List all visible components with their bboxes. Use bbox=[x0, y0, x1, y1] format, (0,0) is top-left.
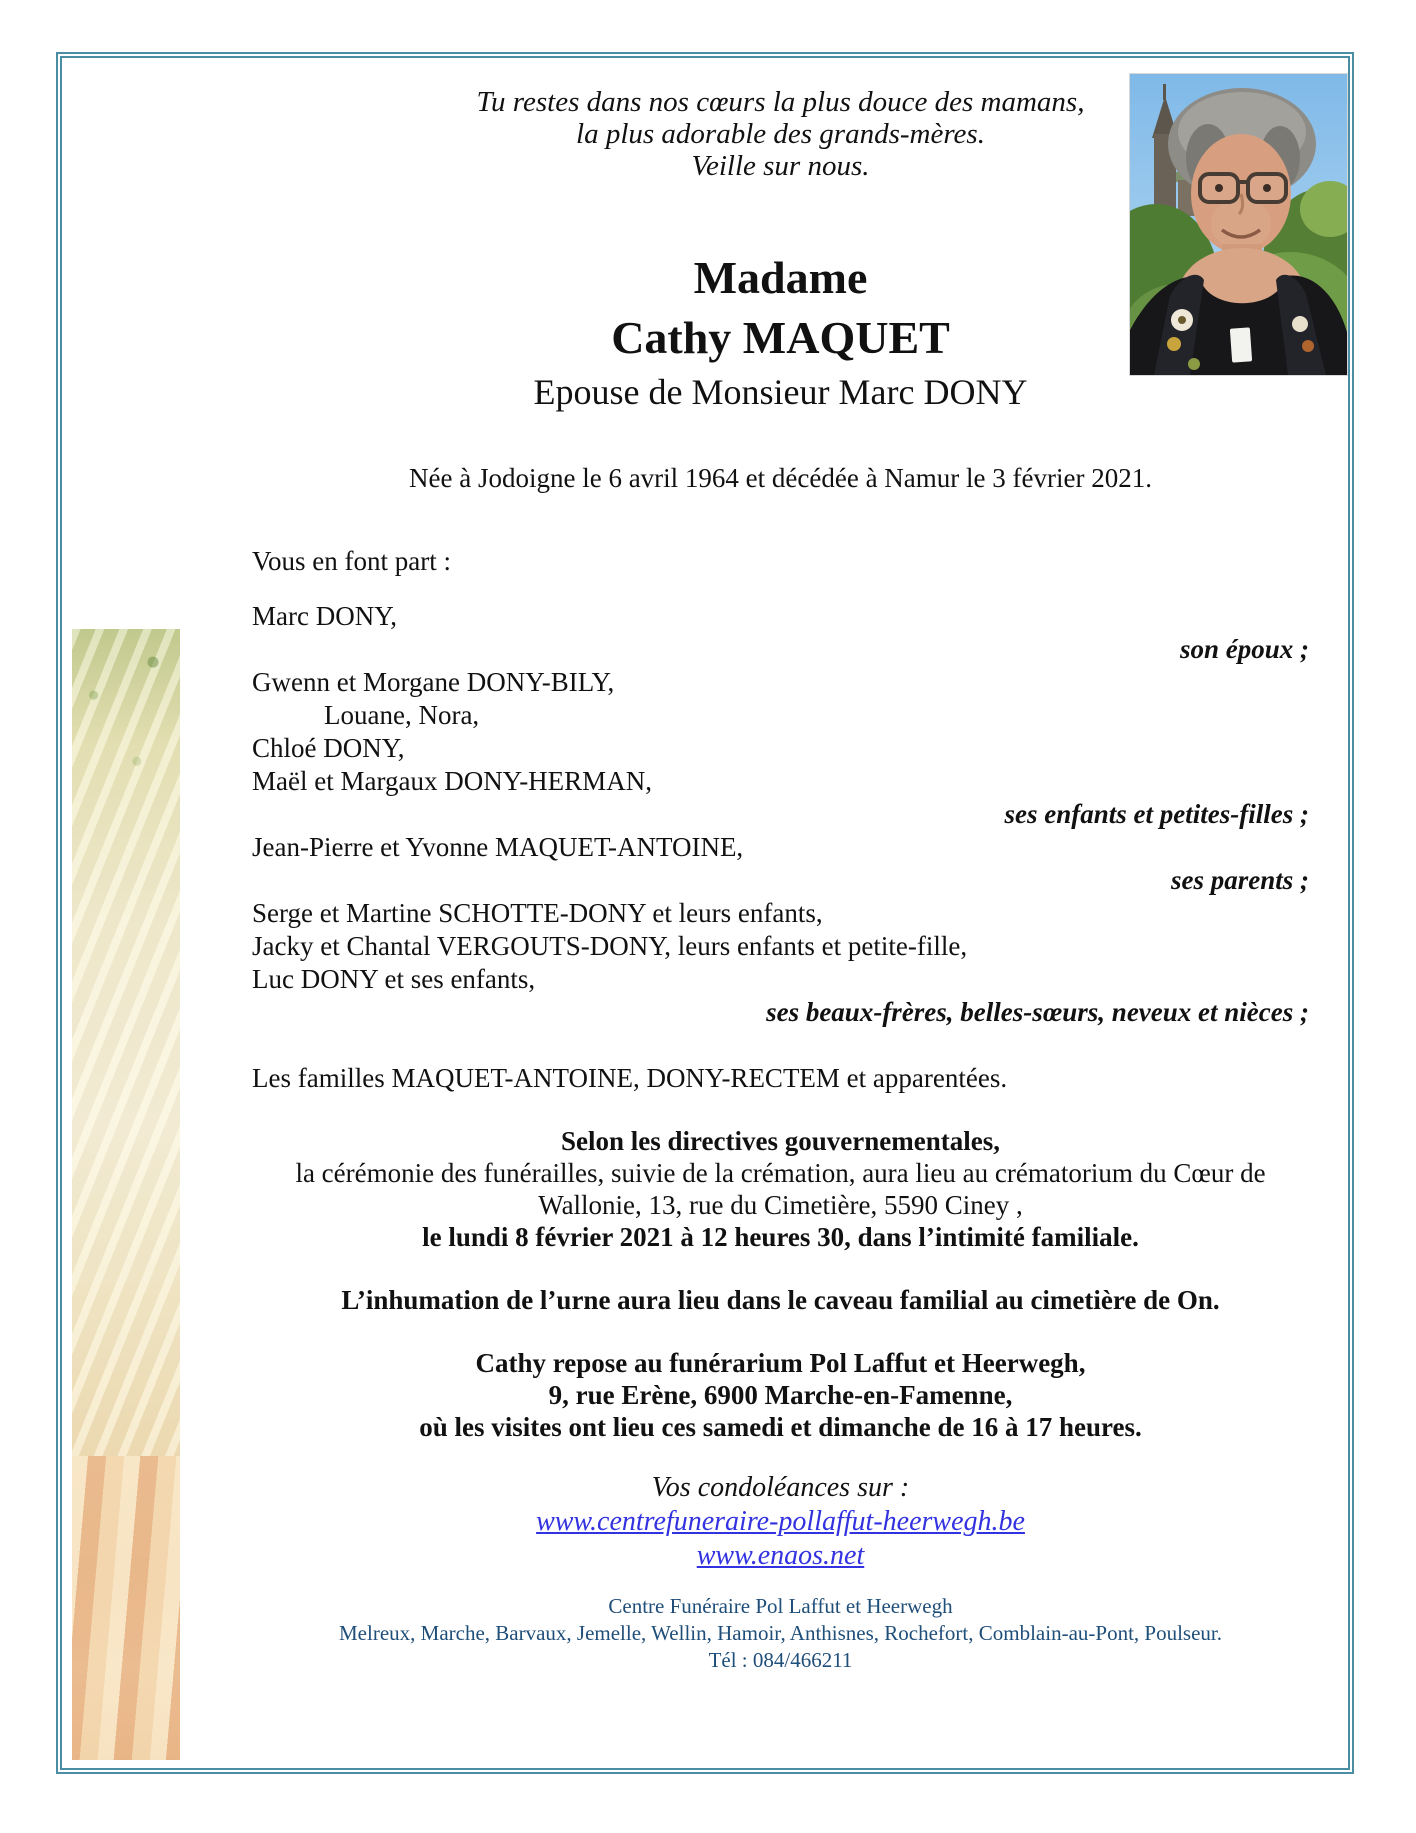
forest-path-photo bbox=[72, 72, 180, 1760]
funeral-home-locations: Melreux, Marche, Barvaux, Jemelle, Wellin, Hamoir, Anthisnes, Rochefort, Comblain-au-Pont, Poulseur. bbox=[339, 1621, 1222, 1645]
deceased-name-block bbox=[252, 248, 1309, 416]
funeral-home-footer bbox=[252, 1593, 1309, 1674]
epitaph-line-1: Tu restes dans nos cœurs la plus douce des mamans, bbox=[476, 86, 1085, 118]
announcement-intro: Vous en font part : bbox=[252, 546, 451, 576]
family-member-line: Gwenn et Morgane DONY-BILY, bbox=[252, 667, 615, 697]
life-dates: Née à Jodoigne le 6 avril 1964 et décédée à Namur le 3 février 2021. bbox=[409, 463, 1152, 493]
repose-line-2: 9, rue Erène, 6900 Marche-en-Famenne, bbox=[548, 1380, 1013, 1410]
inhumation-line: L’inhumation de l’urne aura lieu dans le caveau familial au cimetière de On. bbox=[341, 1285, 1220, 1315]
family-role-label: ses beaux-frères, belles-sœurs, neveux et nièces ; bbox=[766, 997, 1309, 1027]
deceased-name: Cathy MAQUET bbox=[611, 312, 950, 363]
sandy-path-area bbox=[72, 1456, 180, 1760]
family-role-label: ses enfants et petites-filles ; bbox=[1004, 799, 1309, 829]
ceremony-datetime: le lundi 8 février 2021 à 12 heures 30, dans l’intimité familiale. bbox=[422, 1222, 1139, 1252]
condolences-link-funeral-home[interactable]: www.centrefuneraire-pollaffut-heerwegh.be bbox=[536, 1506, 1025, 1537]
card-border bbox=[56, 52, 1354, 1774]
announcement-text-column bbox=[252, 58, 1309, 1768]
ceremony-block bbox=[252, 1125, 1309, 1253]
family-role-label: son époux ; bbox=[1179, 634, 1309, 664]
epitaph bbox=[252, 86, 1309, 182]
funeral-home-phone: Tél : 084/466211 bbox=[708, 1648, 853, 1672]
ceremony-detail-line-2: Wallonie, 13, rue du Cimetière, 5590 Ciney , bbox=[538, 1190, 1023, 1220]
spouse-line: Epouse de Monsieur Marc DONY bbox=[533, 372, 1028, 412]
repose-line-1: Cathy repose au funérarium Pol Laffut et Heerwegh, bbox=[475, 1348, 1086, 1378]
ceremony-detail-line-1: la cérémonie des funérailles, suivie de la crémation, aura lieu au crématorium du Cœur de bbox=[295, 1158, 1266, 1188]
condolences-intro: Vos condoléances sur : bbox=[651, 1472, 910, 1503]
family-member-line: Louane, Nora, bbox=[324, 700, 480, 730]
funeral-home-name: Centre Funéraire Pol Laffut et Heerwegh bbox=[608, 1594, 953, 1618]
family-member-line: Luc DONY et ses enfants, bbox=[252, 964, 536, 994]
condolences-link-enaos[interactable]: www.enaos.net bbox=[696, 1540, 865, 1571]
condolences-block bbox=[252, 1471, 1309, 1573]
family-member-line: Chloé DONY, bbox=[252, 733, 405, 763]
repose-line-3: où les visites ont lieu ces samedi et dimanche de 16 à 17 heures. bbox=[419, 1412, 1142, 1442]
card-inner-border bbox=[60, 56, 1350, 1770]
family-member-line: Jean-Pierre et Yvonne MAQUET-ANTOINE, bbox=[252, 832, 744, 862]
family-list bbox=[252, 600, 1309, 1095]
epitaph-line-2: la plus adorable des grands-mères. bbox=[576, 118, 985, 150]
sunrays-area bbox=[72, 629, 180, 1456]
epitaph-line-3: Veille sur nous. bbox=[691, 150, 870, 182]
foliage-area bbox=[72, 72, 180, 629]
related-families-line: Les familles MAQUET-ANTOINE, DONY-RECTEM et apparentées. bbox=[252, 1063, 1008, 1093]
family-member-line: Serge et Martine SCHOTTE-DONY et leurs enfants, bbox=[252, 898, 823, 928]
family-role-label: ses parents ; bbox=[1170, 865, 1309, 895]
deceased-title: Madame bbox=[693, 252, 868, 303]
family-member-line: Marc DONY, bbox=[252, 601, 397, 631]
repose-block bbox=[252, 1347, 1309, 1443]
family-member-line: Jacky et Chantal VERGOUTS-DONY, leurs enfants et petite-fille, bbox=[252, 931, 968, 961]
family-member-line: Maël et Margaux DONY-HERMAN, bbox=[252, 766, 652, 796]
ceremony-directives: Selon les directives gouvernementales, bbox=[561, 1126, 1000, 1156]
